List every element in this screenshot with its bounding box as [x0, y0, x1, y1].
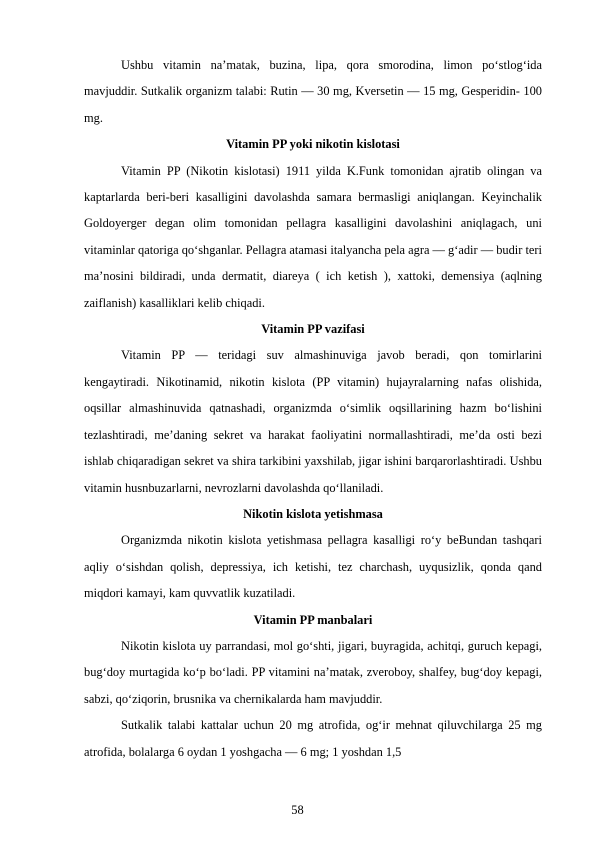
- paragraph-sources: Nikotin kislota uy parrandasi, mol go‘shti, jigari, buyragida, achitqi, guruch kepagi, bug‘doy murtagida ko‘p bo‘ladi. PP vitamini na’matak, zveroboy, shalfey, bug‘doy kepagi, sabzi, qo‘ziqorin, brusnika va chernikalarda ham mavjuddir.: [84, 638, 542, 706]
- heading-deficiency: Nikotin kislota yetishmasa: [243, 506, 383, 521]
- heading-vitamin-pp-function: Vitamin PP vazifasi: [261, 322, 365, 337]
- page-number: 58: [291, 803, 304, 817]
- paragraph-deficiency: Organizmda nikotin kislota yetishmasa pellagra kasalligi ro‘y beBundan tashqari aqliy o‘sishdan qolish, depressiya, ich ketishi, tez charchash, uyqusizlik, qonda qand miqdori kamayi, kam quvvatlik kuzatiladi.: [84, 533, 542, 601]
- heading-sources: Vitamin PP manbalari: [253, 612, 373, 627]
- paragraph-daily-requirement: Sutkalik talabi kattalar uchun 20 mg atrofida, og‘ir mehnat qiluvchilarga 25 mg atrofida, bolalarga 6 oydan 1 yoshgacha — 6 mg; 1 yoshdan 1,5: [84, 718, 542, 759]
- paragraph-flavonoid-sources: Ushbu vitamin na’matak, buzina, lipa, qora smorodina, limon po‘stlog‘ida mavjuddir. Sutkalik organizm talabi: Rutin — 30 mg, Kversetin — 15 mg, Gesperidin- 100 mg.: [84, 58, 542, 125]
- heading-vitamin-pp: Vitamin PP yoki nikotin kislotasi: [226, 137, 400, 152]
- document-page: [84, 52, 542, 765]
- paragraph-vitamin-pp-function: Vitamin PP — teridagi suv almashinuviga javob beradi, qon tomirlarini kengaytiradi. Nikotinamid, nikotin kislota (PP vitamin) hujayralarning nafas olishida, oqsillar almashinuvida qatnashadi, organizmda o‘simlik oqsillarining hazm bo‘lishini tezlashtiradi, me’daning sekret va harakat faoliyatini normallashtiradi, me’da osti bezi ishlab chiqaradigan sekret va shira tarkibini yaxshilab, jigar ishini barqarorlashtiradi. Ushbu vitamin husnbuzarlarni, nevrozlarni davolashda qo‘llaniladi.: [84, 348, 542, 495]
- paragraph-vitamin-pp-history: Vitamin PP (Nikotin kislotasi) 1911 yilda K.Funk tomonidan ajratib olingan va kaptarlarda beri-beri kasalligini davolashda samara bermasligi aniqlangan. Keyinchalik Goldoyerger degan olim tomonidan pellagra kasalligini davolashini aniqlagach, uni vitaminlar qatoriga qo‘shganlar. Pellagra atamasi italyancha pela agra — g‘adir — budir teri ma’nosini bildiradi, unda dermatit, diareya ( ich ketish ), xattoki, demensiya (aqlning zaiflanish) kasalliklari kelib chiqadi.: [84, 163, 542, 310]
